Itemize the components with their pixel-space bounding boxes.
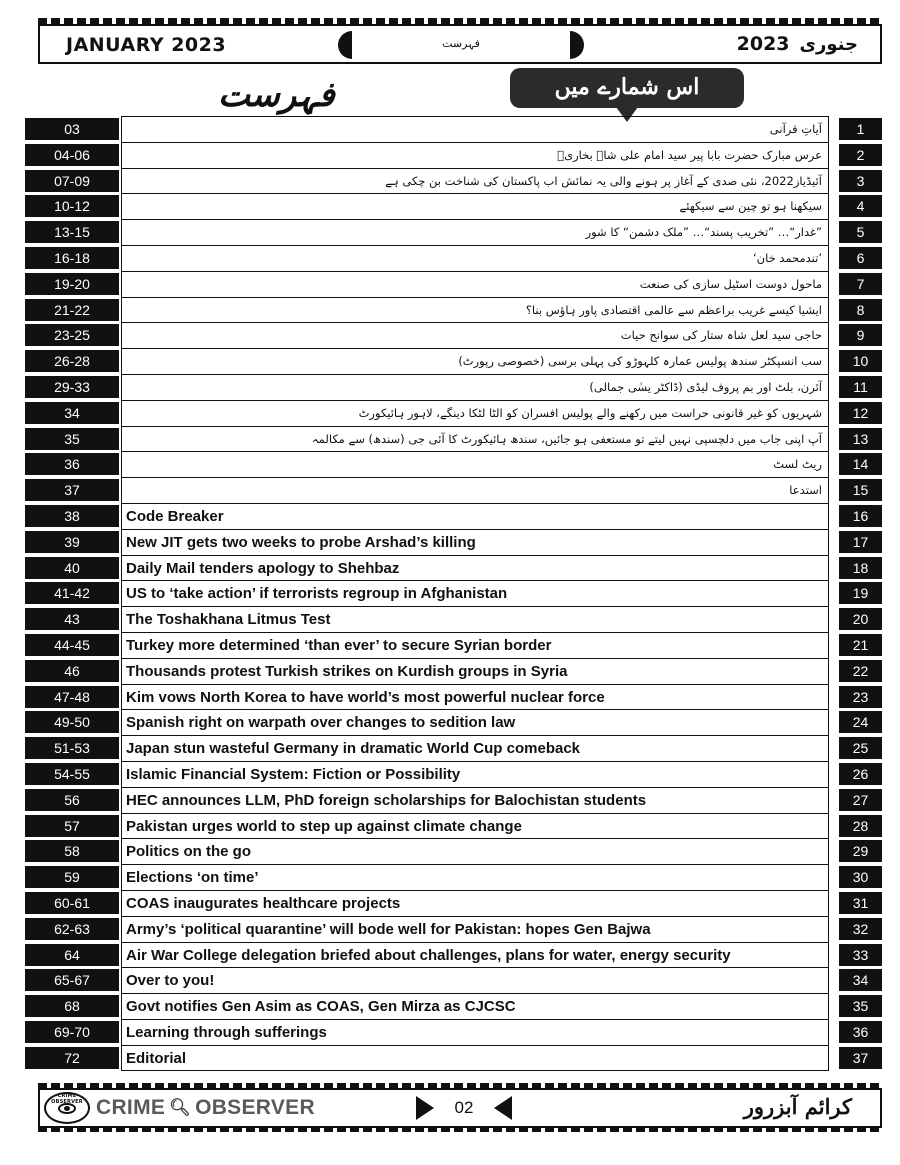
toc-page-range: 21-22 xyxy=(25,299,119,321)
toc-page-range: 35 xyxy=(25,428,119,450)
toc-page-range: 13-15 xyxy=(25,221,119,243)
toc-page-range: 29-33 xyxy=(25,376,119,398)
toc-item-number: 19 xyxy=(839,582,882,604)
toc-page-range: 46 xyxy=(25,660,119,682)
header-date-english: JANUARY 2023 xyxy=(66,34,227,56)
toc-article-title: Elections ‘on time’ xyxy=(121,864,829,891)
toc-row xyxy=(25,1019,882,1045)
toc-article-title: Daily Mail tenders apology to Shehbaz xyxy=(121,555,829,582)
brand-wordmark: CRIME 🔍︎ OBSERVER xyxy=(96,1096,315,1119)
toc-item-number: 1 xyxy=(839,118,882,140)
toc-article-title: Army’s ‘political quarantine’ will bode well for Pakistan: hopes Gen Bajwa xyxy=(121,916,829,943)
toc-page-range: 44-45 xyxy=(25,634,119,656)
toc-item-number: 26 xyxy=(839,763,882,785)
toc-row xyxy=(25,426,882,452)
toc-article-title: Govt notifies Gen Asim as COAS, Gen Mirza as CJCSC xyxy=(121,993,829,1020)
toc-item-number: 16 xyxy=(839,505,882,527)
toc-page-range: 62-63 xyxy=(25,918,119,940)
toc-row xyxy=(25,787,882,813)
toc-article-title: ایشیا کیسے غریب براعظم سے عالمی اقتصادی پاور ہاؤس بنا؟ xyxy=(121,297,829,324)
toc-page-range: 26-28 xyxy=(25,350,119,372)
toc-item-number: 29 xyxy=(839,840,882,862)
toc-page-range: 60-61 xyxy=(25,892,119,914)
toc-article-title: US to ‘take action’ if terrorists regroup in Afghanistan xyxy=(121,580,829,607)
toc-row xyxy=(25,942,882,968)
brand-wordmark-urdu: کرائم آبزرور xyxy=(743,1094,852,1119)
toc-row xyxy=(25,297,882,323)
toc-row xyxy=(25,168,882,194)
issue-banner: اس شمارے میں xyxy=(510,68,744,108)
toc-item-number: 8 xyxy=(839,299,882,321)
toc-article-title: Pakistan urges world to step up against climate change xyxy=(121,813,829,840)
toc-page-range: 03 xyxy=(25,118,119,140)
toc-article-title: ریٹ لسٹ xyxy=(121,451,829,478)
toc-item-number: 35 xyxy=(839,995,882,1017)
toc-item-number: 24 xyxy=(839,711,882,733)
toc-article-title: Japan stun wasteful Germany in dramatic World Cup comeback xyxy=(121,735,829,762)
toc-item-number: 34 xyxy=(839,969,882,991)
toc-page-range: 51-53 xyxy=(25,737,119,759)
toc-row xyxy=(25,555,882,581)
toc-article-title: سیکھنا ہو تو چین سے سیکھئے xyxy=(121,193,829,220)
toc-page-range: 38 xyxy=(25,505,119,527)
toc-article-title: ’تندمحمد خان‘ xyxy=(121,245,829,272)
toc-page-range: 54-55 xyxy=(25,763,119,785)
toc-row xyxy=(25,142,882,168)
toc-page-range: 49-50 xyxy=(25,711,119,733)
toc-row xyxy=(25,916,882,942)
toc-article-title: ”غدار“… ”تخریب پسند“… ”ملک دشمن“ کا شور xyxy=(121,219,829,246)
toc-row xyxy=(25,606,882,632)
toc-page-range: 64 xyxy=(25,944,119,966)
header-month-urdu: جنوری xyxy=(799,33,858,55)
toc-article-title: Islamic Financial System: Fiction or Possibility xyxy=(121,761,829,788)
toc-row xyxy=(25,477,882,503)
toc-article-title: The Toshakhana Litmus Test xyxy=(121,606,829,633)
header-section-label: فہرست xyxy=(338,31,584,59)
toc-item-number: 5 xyxy=(839,221,882,243)
page-number: 02 xyxy=(454,1098,474,1117)
toc-row xyxy=(25,813,882,839)
toc-row xyxy=(25,219,882,245)
toc-page-range: 65-67 xyxy=(25,969,119,991)
toc-row xyxy=(25,632,882,658)
toc-page-range: 47-48 xyxy=(25,686,119,708)
page-header xyxy=(38,24,882,64)
toc-row xyxy=(25,400,882,426)
header-year: 2023 xyxy=(736,33,790,55)
toc-item-number: 14 xyxy=(839,453,882,475)
toc-page-range: 40 xyxy=(25,557,119,579)
toc-item-number: 27 xyxy=(839,789,882,811)
toc-article-title: New JIT gets two weeks to probe Arshad’s killing xyxy=(121,529,829,556)
toc-article-title: آپ اپنی جاب میں دلچسپی نہیں لیتے تو مستعفی ہو جائیں، سندھ ہائیکورٹ کا آئی جی (سندھ) سے مکالمہ xyxy=(121,426,829,453)
toc-item-number: 7 xyxy=(839,273,882,295)
toc-item-number: 21 xyxy=(839,634,882,656)
toc-item-number: 6 xyxy=(839,247,882,269)
toc-row xyxy=(25,245,882,271)
toc-article-title: شہریوں کو غیر قانونی حراست میں رکھنے والے پولیس افسران کو الٹا لٹکا دینگے، لاہور ہائیکورٹ xyxy=(121,400,829,427)
eye-icon xyxy=(58,1103,76,1114)
toc-row xyxy=(25,890,882,916)
toc-page-range: 34 xyxy=(25,402,119,424)
toc-article-title: Learning through sufferings xyxy=(121,1019,829,1046)
toc-item-number: 4 xyxy=(839,195,882,217)
toc-article-title: Spanish right on warpath over changes to sedition law xyxy=(121,709,829,736)
toc-item-number: 17 xyxy=(839,531,882,553)
toc-page-range: 59 xyxy=(25,866,119,888)
toc-article-title: COAS inaugurates healthcare projects xyxy=(121,890,829,917)
toc-page-range: 57 xyxy=(25,815,119,837)
toc-item-number: 31 xyxy=(839,892,882,914)
toc-article-title: Over to you! xyxy=(121,967,829,994)
toc-article-title: Kim vows North Korea to have world’s most powerful nuclear force xyxy=(121,684,829,711)
toc-row xyxy=(25,709,882,735)
toc-page-range: 72 xyxy=(25,1047,119,1069)
toc-page-range: 10-12 xyxy=(25,195,119,217)
eye-seal-icon: CRIME OBSERVER xyxy=(44,1092,90,1124)
toc-item-number: 12 xyxy=(839,402,882,424)
toc-article-title: Editorial xyxy=(121,1045,829,1072)
toc-page-range: 58 xyxy=(25,840,119,862)
toc-row xyxy=(25,348,882,374)
toc-page-range: 56 xyxy=(25,789,119,811)
toc-article-title: آئرن، بلٹ اور بم پروف لیڈی (ڈاکٹر یسٰی جمالی) xyxy=(121,374,829,401)
toc-item-number: 37 xyxy=(839,1047,882,1069)
publication-logo xyxy=(44,1092,315,1124)
arrow-right-icon xyxy=(416,1096,434,1120)
toc-article-title: Code Breaker xyxy=(121,503,829,530)
toc-article-title: آیاتِ قرآنی xyxy=(121,116,829,143)
toc-row xyxy=(25,761,882,787)
toc-item-number: 25 xyxy=(839,737,882,759)
toc-article-title: Politics on the go xyxy=(121,838,829,865)
toc-article-title: Thousands protest Turkish strikes on Kurdish groups in Syria xyxy=(121,658,829,685)
header-date-urdu xyxy=(737,33,858,55)
toc-item-number: 20 xyxy=(839,608,882,630)
toc-item-number: 13 xyxy=(839,428,882,450)
contents-title: فہرست xyxy=(218,75,335,115)
toc-row xyxy=(25,735,882,761)
toc-article-title: HEC announces LLM, PhD foreign scholarships for Balochistan students xyxy=(121,787,829,814)
toc-article-title: آئیڈیاز2022، نئی صدی کے آغاز پر ہونے والی یہ نمائش اب پاکستان کی شناخت بن چکی ہے xyxy=(121,168,829,195)
toc-page-range: 39 xyxy=(25,531,119,553)
toc-page-range: 19-20 xyxy=(25,273,119,295)
toc-row xyxy=(25,684,882,710)
toc-page-range: 07-09 xyxy=(25,170,119,192)
toc-article-title: عرس مبارک حضرت بابا پیر سید امام علی شاہ بخاریؒ xyxy=(121,142,829,169)
toc-row xyxy=(25,838,882,864)
toc-row xyxy=(25,271,882,297)
toc-item-number: 2 xyxy=(839,144,882,166)
toc-page-range: 41-42 xyxy=(25,582,119,604)
magnifier-icon: 🔍︎ xyxy=(169,1098,192,1117)
toc-page-range: 16-18 xyxy=(25,247,119,269)
toc-article-title: Air War College delegation briefed about challenges, plans for water, energy security xyxy=(121,942,829,969)
toc-item-number: 28 xyxy=(839,815,882,837)
toc-item-number: 9 xyxy=(839,324,882,346)
toc-article-title: Turkey more determined ‘than ever’ to secure Syrian border xyxy=(121,632,829,659)
toc-item-number: 22 xyxy=(839,660,882,682)
toc-item-number: 10 xyxy=(839,350,882,372)
toc-item-number: 30 xyxy=(839,866,882,888)
toc-row xyxy=(25,116,882,142)
toc-row xyxy=(25,193,882,219)
toc-item-number: 3 xyxy=(839,170,882,192)
toc-row xyxy=(25,503,882,529)
toc-page-range: 23-25 xyxy=(25,324,119,346)
toc-item-number: 18 xyxy=(839,557,882,579)
toc-row xyxy=(25,864,882,890)
toc-row xyxy=(25,580,882,606)
toc-item-number: 32 xyxy=(839,918,882,940)
toc-item-number: 23 xyxy=(839,686,882,708)
toc-row xyxy=(25,451,882,477)
arrow-left-icon xyxy=(494,1096,512,1120)
page-number-indicator xyxy=(416,1096,512,1120)
table-of-contents xyxy=(25,116,882,1070)
toc-item-number: 36 xyxy=(839,1021,882,1043)
toc-row xyxy=(25,529,882,555)
toc-row xyxy=(25,967,882,993)
toc-article-title: ماحول دوست اسٹیل سازی کی صنعت xyxy=(121,271,829,298)
toc-item-number: 11 xyxy=(839,376,882,398)
toc-row xyxy=(25,993,882,1019)
toc-row xyxy=(25,374,882,400)
page-footer xyxy=(38,1088,882,1128)
toc-article-title: حاجی سید لعل شاہ ستار کی سوانح حیات xyxy=(121,322,829,349)
toc-page-range: 04-06 xyxy=(25,144,119,166)
toc-row xyxy=(25,322,882,348)
footer-bottom-dashed-rule xyxy=(38,1126,882,1132)
toc-page-range: 37 xyxy=(25,479,119,501)
toc-article-title: استدعا xyxy=(121,477,829,504)
toc-page-range: 36 xyxy=(25,453,119,475)
toc-page-range: 69-70 xyxy=(25,1021,119,1043)
toc-row xyxy=(25,658,882,684)
toc-page-range: 68 xyxy=(25,995,119,1017)
toc-item-number: 33 xyxy=(839,944,882,966)
toc-page-range: 43 xyxy=(25,608,119,630)
toc-article-title: سب انسپکٹر سندھ پولیس عمارہ کلہوڑو کی پہلی برسی (خصوصی رپورٹ) xyxy=(121,348,829,375)
toc-row xyxy=(25,1045,882,1071)
toc-item-number: 15 xyxy=(839,479,882,501)
